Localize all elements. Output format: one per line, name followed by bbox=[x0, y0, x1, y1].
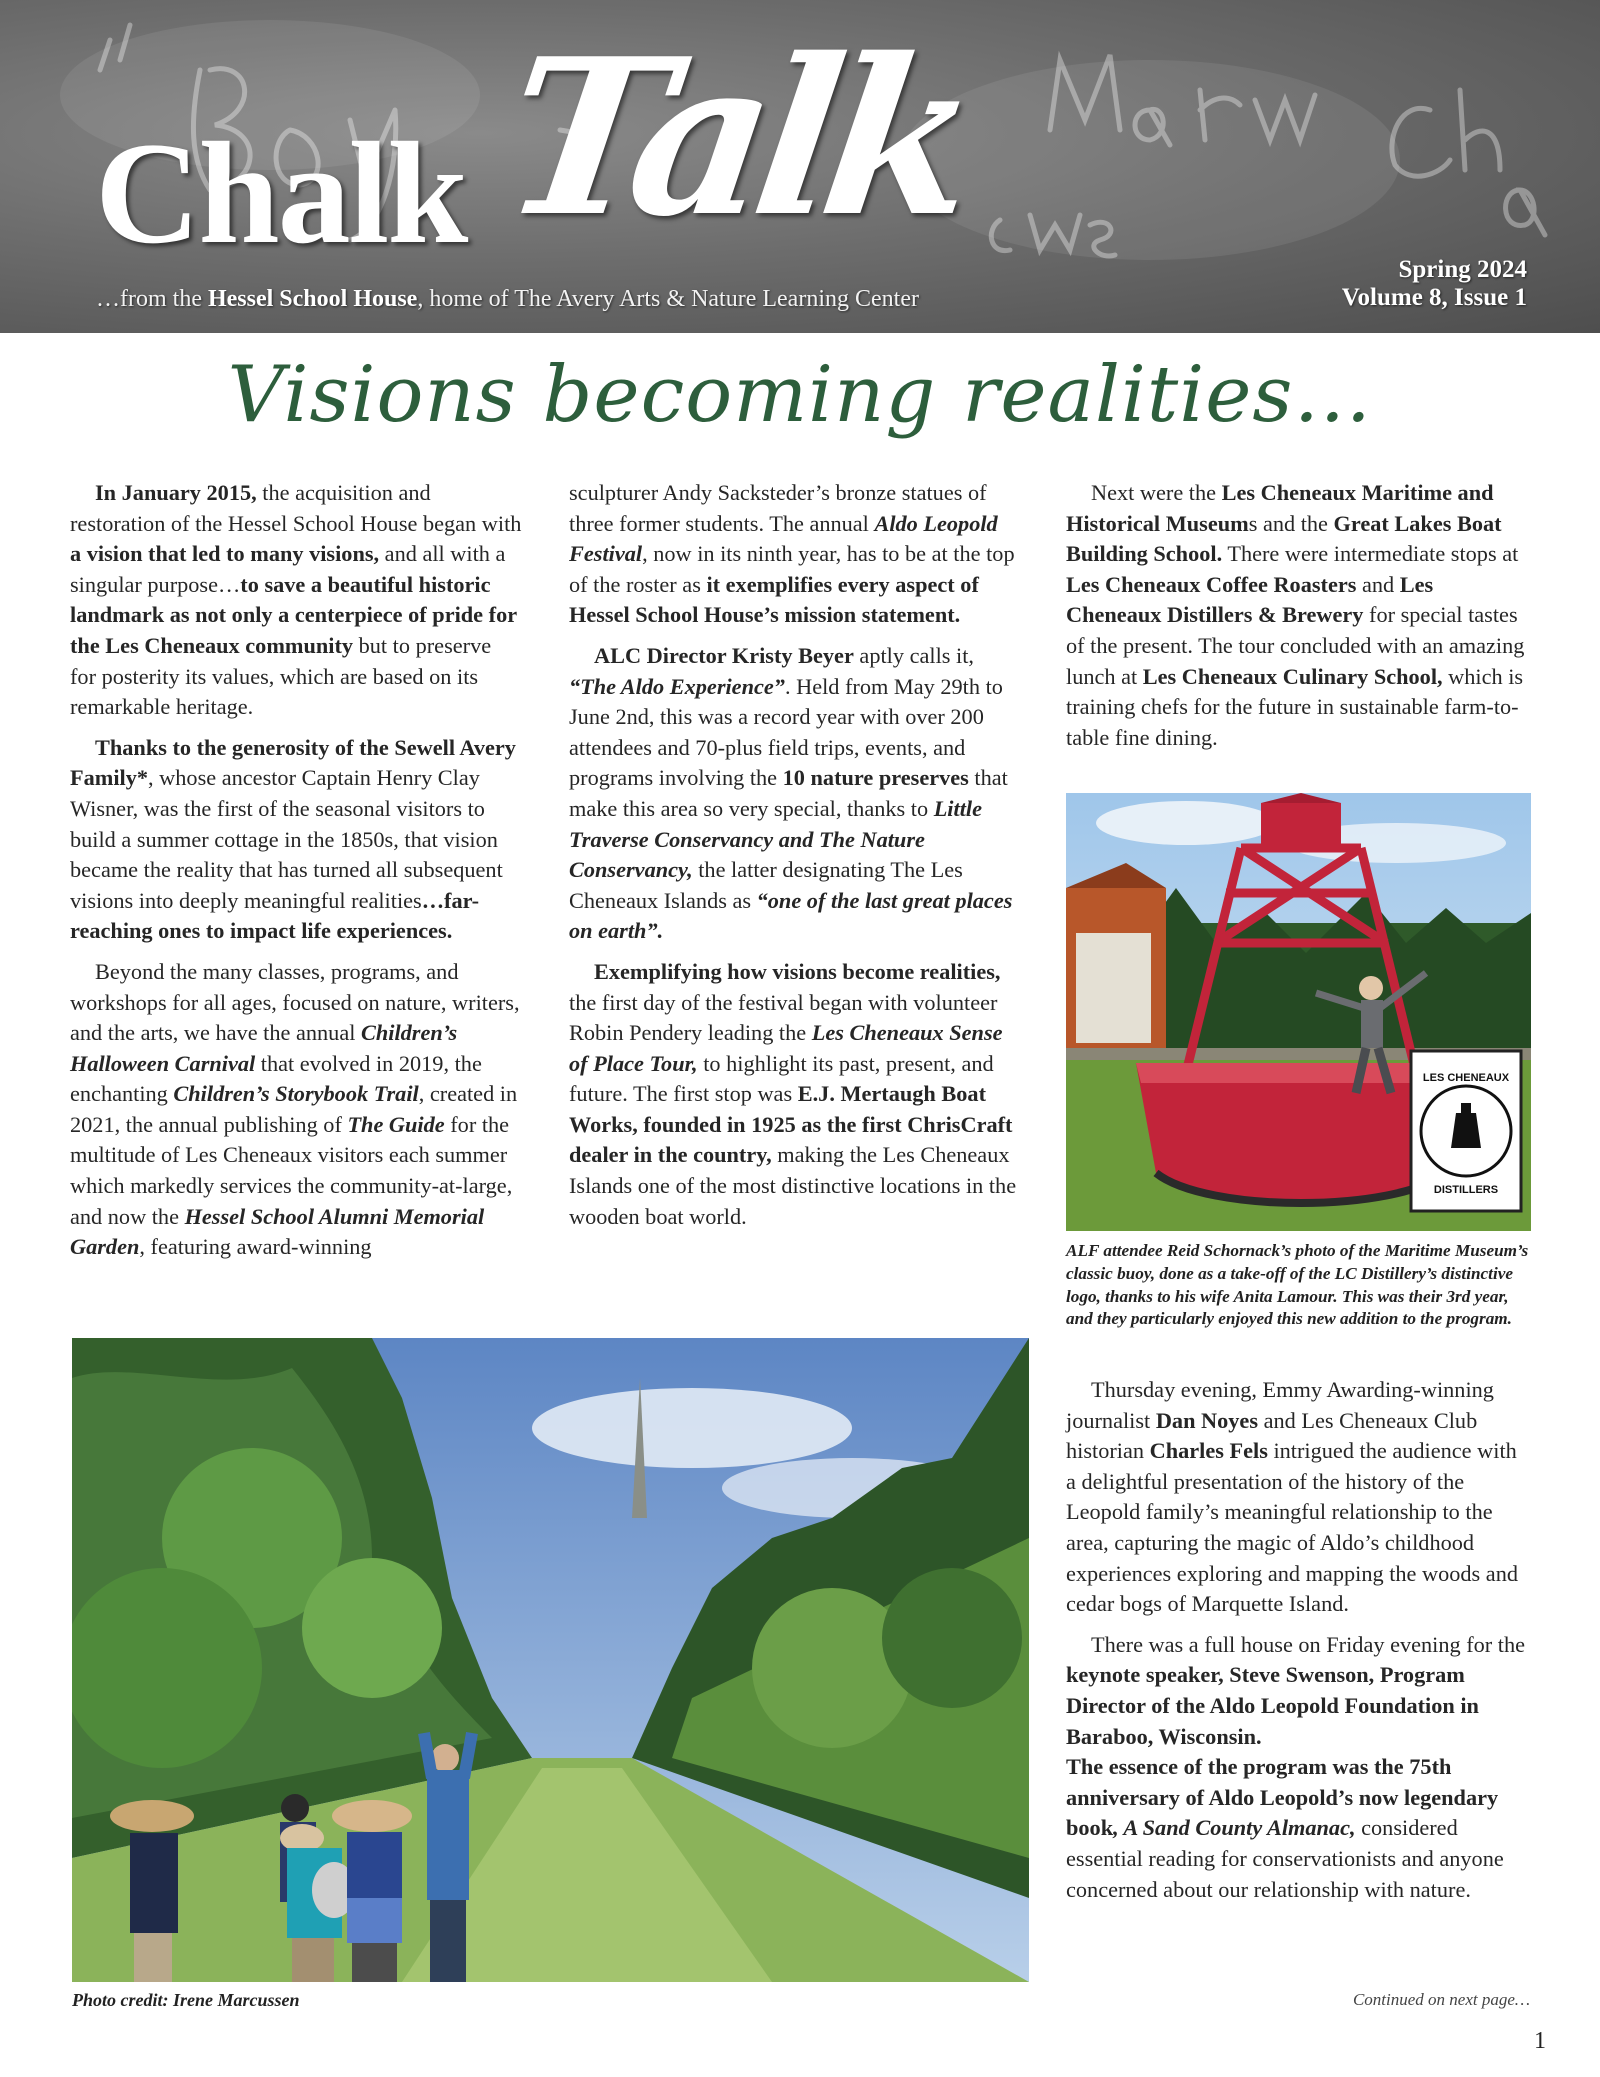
text: but to preserve for posterity its values, which are based on its remarkable heritage. bbox=[70, 632, 492, 720]
text: , whose ancestor Captain Henry Clay Wisner, was the first of the seasonal visitors to build a summer cottage in the 1850s, that vision became the reality that has turned all subsequent visions into deeply meaningful realities bbox=[70, 765, 503, 913]
bold-italic-text: Les Cheneaux Sense of Place Tour, bbox=[569, 1020, 1003, 1076]
bold-text: Exemplifying how visions become realities, bbox=[594, 958, 1001, 984]
photo-credit: Photo credit: Irene Marcussen bbox=[72, 1990, 300, 2010]
bold-italic-text: Hessel School Alumni Memorial Garden bbox=[70, 1203, 485, 1260]
bold-text: keynote speaker, Steve Swenson, Program Director of the Aldo Leopold Foundation in Baraboo, Wisconsin. bbox=[1066, 1662, 1479, 1749]
bold-text: 10 nature preserves bbox=[782, 765, 969, 791]
text: and all with a singular purpose… bbox=[70, 541, 506, 597]
paragraph bbox=[1066, 478, 1530, 753]
text: which is training chefs for the future in sustainable farm-to-table fine dining. bbox=[1066, 663, 1524, 750]
text: , now in its ninth year, has to be at the top of the roster as bbox=[569, 541, 1015, 597]
text: the first day of the festival began with volunteer Robin Pendery leading the bbox=[569, 989, 998, 1046]
bold-text: Great Lakes Boat Building School. bbox=[1066, 510, 1502, 567]
bold-text: In January 2015, bbox=[95, 480, 257, 505]
text: and bbox=[1356, 571, 1400, 597]
paragraph bbox=[569, 957, 1021, 1232]
text: making the Les Cheneaux Islands one of the most distinctive locations in the wooden boat world. bbox=[569, 1142, 1017, 1229]
tagline-prefix: …from the bbox=[96, 286, 208, 312]
paragraph bbox=[569, 478, 1021, 631]
bold-text: it exemplifies every aspect of Hessel School House’s mission statement. bbox=[569, 571, 979, 628]
text: and Les Cheneaux Club historian bbox=[1066, 1407, 1478, 1464]
text: that make this area so very special, thanks to bbox=[569, 765, 1008, 821]
bold-text: to save a beautiful historic landmark as not only a centerpiece of pride for the Les Cheneaux community bbox=[70, 571, 517, 658]
bold-italic-text: Aldo Leopold Festival bbox=[569, 510, 998, 567]
bold-text: Charles Fels bbox=[1149, 1438, 1268, 1464]
bold-text: Les Cheneaux Culinary School, bbox=[1142, 663, 1443, 689]
tagline-school: Hessel School House bbox=[207, 286, 418, 312]
text: There were intermediate stops at bbox=[1222, 541, 1519, 567]
text: aptly calls it, bbox=[853, 642, 974, 668]
masthead-title-talk: Talk bbox=[490, 11, 980, 264]
masthead-chalkboard bbox=[0, 0, 1600, 333]
text: the acquisition and restoration of the Hessel School House began with bbox=[70, 480, 522, 536]
article-column-1 bbox=[70, 478, 522, 1273]
logo-bottom-text: DISTILLERS bbox=[1433, 1184, 1499, 1196]
text: There was a full house on Friday evening for the bbox=[1091, 1631, 1526, 1657]
text: for the multitude of Les Cheneaux visitors each summer which markedly services the community-at-large, and now the bbox=[70, 1111, 513, 1229]
logo-top-text: LES CHENEAUX bbox=[1422, 1072, 1510, 1084]
paragraph bbox=[1066, 1375, 1530, 1620]
page-number: 1 bbox=[1534, 2028, 1546, 2054]
bold-text: Les Cheneaux Maritime and Historical Museum bbox=[1066, 480, 1494, 536]
paragraph bbox=[70, 957, 522, 1263]
text: Next were the bbox=[1091, 480, 1222, 505]
text: the latter designating The Les Cheneaux Islands as bbox=[569, 857, 963, 913]
bold-text: Thanks to the generosity of the Sewell Avery Family* bbox=[70, 734, 516, 791]
buoy-photo bbox=[1066, 793, 1531, 1231]
text: considered essential reading for conservationists and anyone concerned about our relationship with nature. bbox=[1066, 1815, 1504, 1902]
bold-italic-text: “The Aldo Experience” bbox=[569, 673, 785, 699]
bold-italic-text: Children’s Storybook Trail bbox=[173, 1081, 419, 1107]
bold-text: ALC Director Kristy Beyer bbox=[594, 642, 854, 668]
paragraph bbox=[1066, 1630, 1530, 1905]
issue-season: Spring 2024 bbox=[1398, 256, 1527, 283]
bold-italic-text: The Guide bbox=[347, 1111, 445, 1137]
paragraph bbox=[70, 478, 522, 723]
bold-italic-text: , A Sand County Almanac, bbox=[1113, 1815, 1356, 1841]
tagline-suffix: , home of The Avery Arts & Nature Learning Center bbox=[417, 286, 919, 312]
text: for special tastes of the present. The tour concluded with an amazing lunch at bbox=[1066, 602, 1525, 689]
text: Thursday evening, Emmy Awarding-winning journalist bbox=[1066, 1377, 1494, 1433]
text: , created in 2021, the annual publishing of bbox=[70, 1081, 518, 1137]
bold-italic-text: Children’s Halloween Carnival bbox=[70, 1020, 458, 1076]
text: to highlight its past, present, and future. The first stop was bbox=[569, 1050, 994, 1107]
bold-text: The essence of the program was the 75th anniversary of Aldo Leopold’s now legendary book bbox=[1066, 1754, 1499, 1841]
paragraph bbox=[569, 641, 1021, 947]
text: s and the bbox=[1248, 510, 1334, 536]
buoy-photo-caption: ALF attendee Reid Schornack’s photo of the Maritime Museum’s classic buoy, done as a take-off of the LC Distillery’s distinctive logo, thanks to his wife Anita Lamour. This was their 3rd year, and they particularly enjoyed this new addition to the program. bbox=[1066, 1241, 1529, 1329]
issue-volume: Volume 8, Issue 1 bbox=[1341, 284, 1527, 311]
bold-text: a vision that led to many visions, bbox=[70, 541, 380, 567]
text: intrigued the audience with a delightful presentation of the history of the Leopold family’s meaningful relationship to the area, capturing the magic of Aldo’s childhood experiences exploring and mapping the woods and cedar bogs of Marquette Island. bbox=[1066, 1438, 1519, 1617]
bold-italic-text: Little Traverse Conservancy and The Nature Conservancy, bbox=[569, 795, 982, 883]
bold-italic-text: “one of the last great places on earth”. bbox=[569, 887, 1013, 944]
text: , featuring award-winning bbox=[139, 1234, 372, 1260]
continued-note: Continued on next page… bbox=[1352, 1990, 1530, 2009]
masthead-title-chalk: Chalk bbox=[95, 112, 467, 274]
text: sculpturer Andy Sacksteder’s bronze statues of three former students. The annual bbox=[569, 480, 987, 536]
trail-photo bbox=[72, 1338, 1029, 1982]
bold-text: Les Cheneaux Distillers & Brewery bbox=[1066, 571, 1434, 628]
paragraph bbox=[70, 733, 522, 947]
article-column-3-continued bbox=[1066, 1375, 1530, 1915]
bold-text: …far-reaching ones to impact life experiences. bbox=[70, 887, 480, 944]
text: Beyond the many classes, programs, and workshops for all ages, focused on nature, writers, and the arts, we have the annual bbox=[70, 958, 520, 1046]
text: . Held from May 29th to June 2nd, this was a record year with over 200 attendees and 70-plus field trips, events, and programs involving the bbox=[569, 673, 1003, 791]
bold-text: E.J. Mertaugh Boat Works, founded in 1925 as the first ChrisCraft dealer in the country, bbox=[569, 1081, 1013, 1168]
article-column-2 bbox=[569, 478, 1021, 1242]
bold-text: Les Cheneaux Coffee Roasters bbox=[1066, 571, 1357, 597]
article-column-3 bbox=[1066, 478, 1530, 763]
text: that evolved in 2019, the enchanting bbox=[70, 1050, 482, 1107]
bold-text: Dan Noyes bbox=[1155, 1407, 1259, 1433]
article-headline: Visions becoming realities… bbox=[227, 350, 1373, 440]
masthead-tagline bbox=[96, 286, 919, 313]
